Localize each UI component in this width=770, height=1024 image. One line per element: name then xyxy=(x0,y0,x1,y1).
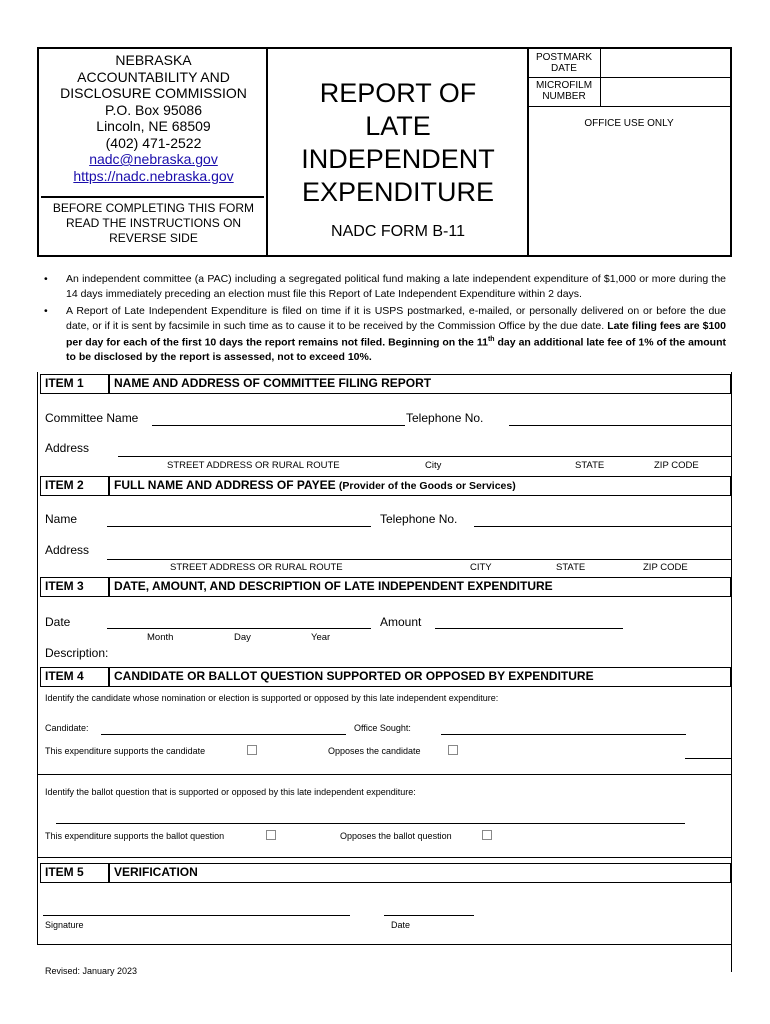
website-link[interactable]: https://nadc.nebraska.gov xyxy=(73,167,234,184)
bullet-icon: • xyxy=(44,305,48,317)
zip-caption: ZIP CODE xyxy=(643,562,688,573)
city-caption: City xyxy=(425,460,442,471)
item-title: CANDIDATE OR BALLOT QUESTION SUPPORTED OR OPPOSED BY EXPENDITURE xyxy=(114,669,594,683)
agency-line: (402) 471-2522 xyxy=(105,134,202,151)
office-sought-label: Office Sought: xyxy=(354,723,411,733)
opposes-candidate-checkbox[interactable] xyxy=(448,745,458,755)
opposes-ballot-label: Opposes the ballot question xyxy=(340,831,452,841)
committee-name-label: Committee Name xyxy=(45,411,139,425)
divider xyxy=(266,49,268,255)
payee-address-label: Address xyxy=(45,543,90,557)
committee-address-field[interactable] xyxy=(118,456,731,457)
description-label: Description: xyxy=(45,646,109,660)
street-caption: STREET ADDRESS OR RURAL ROUTE xyxy=(170,562,343,573)
signature-label: Signature xyxy=(45,920,84,930)
payee-telephone-field[interactable] xyxy=(474,526,731,527)
divider xyxy=(108,668,110,686)
opposes-ballot-checkbox[interactable] xyxy=(482,830,492,840)
divider xyxy=(731,372,732,884)
late-fee-text: Late filing fees are $100 per day for each of the first 10 days the report remains not filed. Beginning on the 11 xyxy=(66,319,726,349)
signature-date-label: Date xyxy=(391,920,411,930)
agency-line: Lincoln, NE 68509 xyxy=(96,118,211,134)
postmark-date-label: POSTMARK DATE xyxy=(535,52,593,74)
candidate-label: Candidate: xyxy=(45,723,89,733)
bullet-icon: • xyxy=(44,273,48,285)
title-line: REPORT OF xyxy=(319,78,477,108)
agency-line: ACCOUNTABILITY AND xyxy=(77,68,230,85)
email-link[interactable]: nadc@nebraska.gov xyxy=(89,151,218,167)
divider xyxy=(528,77,730,78)
item-number: ITEM 3 xyxy=(45,579,84,593)
item-number: ITEM 1 xyxy=(45,376,84,390)
title-line: INDEPENDENT xyxy=(301,144,495,174)
zip-caption: ZIP CODE xyxy=(654,460,699,471)
title-line: EXPENDITURE xyxy=(301,177,495,207)
payee-name-label: Name xyxy=(45,512,78,526)
form-header xyxy=(37,47,732,257)
item-title: VERIFICATION xyxy=(114,865,198,879)
supports-ballot-checkbox[interactable] xyxy=(266,830,276,840)
telephone-label: Telephone No. xyxy=(406,411,484,425)
form-title xyxy=(269,77,527,209)
blank-line xyxy=(685,758,731,759)
agency-info xyxy=(41,52,266,184)
amount-label: Amount xyxy=(380,615,422,629)
month-caption: Month xyxy=(147,632,174,643)
divider xyxy=(108,578,110,596)
item-title-main: FULL NAME AND ADDRESS OF PAYEE xyxy=(114,478,336,492)
form-number: NADC FORM B-11 xyxy=(331,223,465,240)
divider xyxy=(37,944,732,945)
divider xyxy=(528,106,730,107)
agency-line: DISCLOSURE COMMISSION xyxy=(60,85,247,101)
supports-candidate-label: This expenditure supports the candidate xyxy=(45,746,206,756)
item-title: NAME AND ADDRESS OF COMMITTEE FILING REPORT xyxy=(114,376,432,390)
item4-header xyxy=(40,667,731,687)
instruction-bullet xyxy=(66,304,726,365)
supports-ballot-label: This expenditure supports the ballot question xyxy=(45,831,225,841)
state-caption: STATE xyxy=(556,562,586,573)
item-title-sub: (Provider of the Goods or Services) xyxy=(338,480,516,492)
committee-telephone-field[interactable] xyxy=(509,425,731,426)
payee-address-field[interactable] xyxy=(107,559,731,560)
committee-name-field[interactable] xyxy=(152,425,405,426)
divider xyxy=(37,857,732,858)
late-fee-text-end: day an additional late fee of 1% of the amount to be disclosed by the report is assessed, not to exceed 10%. xyxy=(66,336,726,363)
signature-date-field[interactable] xyxy=(384,915,474,916)
item-number: ITEM 5 xyxy=(45,865,84,879)
divider xyxy=(37,372,38,944)
ballot-question-field[interactable] xyxy=(56,823,685,824)
state-caption: STATE xyxy=(575,460,605,471)
bullet-text: A Report of Late Independent Expenditure is filed on time if it is USPS postmarked, e-mailed, or personally delivered on or before the due date, or if it is sent by facsimile in such time as to cause it to be received by the Commission Office by the due date. xyxy=(66,305,726,332)
signature-field[interactable] xyxy=(43,915,350,916)
year-caption: Year xyxy=(311,632,331,643)
city-caption: CITY xyxy=(470,562,492,573)
expenditure-date-field[interactable] xyxy=(107,628,371,629)
divider xyxy=(600,49,601,107)
item5-header xyxy=(40,863,731,883)
divider xyxy=(108,375,110,393)
payee-name-field[interactable] xyxy=(107,526,371,527)
divider xyxy=(108,864,110,882)
microfilm-number-label: MICROFILM NUMBER xyxy=(535,80,593,102)
item-title xyxy=(114,478,516,492)
instructions-note: BEFORE COMPLETING THIS FORM READ THE INSTRUCTIONS ON REVERSE SIDE xyxy=(52,201,255,245)
item3-header xyxy=(40,577,731,597)
payee-telephone-label: Telephone No. xyxy=(380,512,458,526)
expenditure-amount-field[interactable] xyxy=(435,628,623,629)
revised-date: Revised: January 2023 xyxy=(45,966,138,976)
street-caption: STREET ADDRESS OR RURAL ROUTE xyxy=(167,460,340,471)
agency-line: P.O. Box 95086 xyxy=(104,101,203,118)
candidate-field[interactable] xyxy=(101,734,346,735)
agency-line: NEBRASKA xyxy=(115,52,192,68)
office-sought-field[interactable] xyxy=(441,734,686,735)
item-title: DATE, AMOUNT, AND DESCRIPTION OF LATE INDEPENDENT EXPENDITURE xyxy=(114,579,553,593)
item-number: ITEM 4 xyxy=(45,669,84,683)
divider xyxy=(37,774,732,775)
divider xyxy=(108,477,110,495)
item2-header xyxy=(40,476,731,496)
office-use-label: OFFICE USE ONLY xyxy=(584,118,674,129)
identify-candidate-text: Identify the candidate whose nomination or election is supported or opposed by this late independent expenditure: xyxy=(45,693,499,703)
divider xyxy=(41,196,264,198)
day-caption: Day xyxy=(234,632,251,643)
item-number: ITEM 2 xyxy=(45,478,84,492)
instruction-bullet: An independent committee (a PAC) including a segregated political fund making a late independent expenditure of $1,000 or more during the 14 days immediately preceding an election must file this Report of Late Independent Expenditure within 2 days. xyxy=(66,273,726,300)
opposes-candidate-label: Opposes the candidate xyxy=(328,746,421,756)
date-label: Date xyxy=(45,615,71,629)
address-label: Address xyxy=(45,441,90,455)
identify-ballot-text: Identify the ballot question that is supported or opposed by this late independent expenditure: xyxy=(45,787,416,797)
item1-header xyxy=(40,374,731,394)
title-line: LATE xyxy=(365,111,431,141)
supports-candidate-checkbox[interactable] xyxy=(247,745,257,755)
superscript: th xyxy=(487,336,495,343)
